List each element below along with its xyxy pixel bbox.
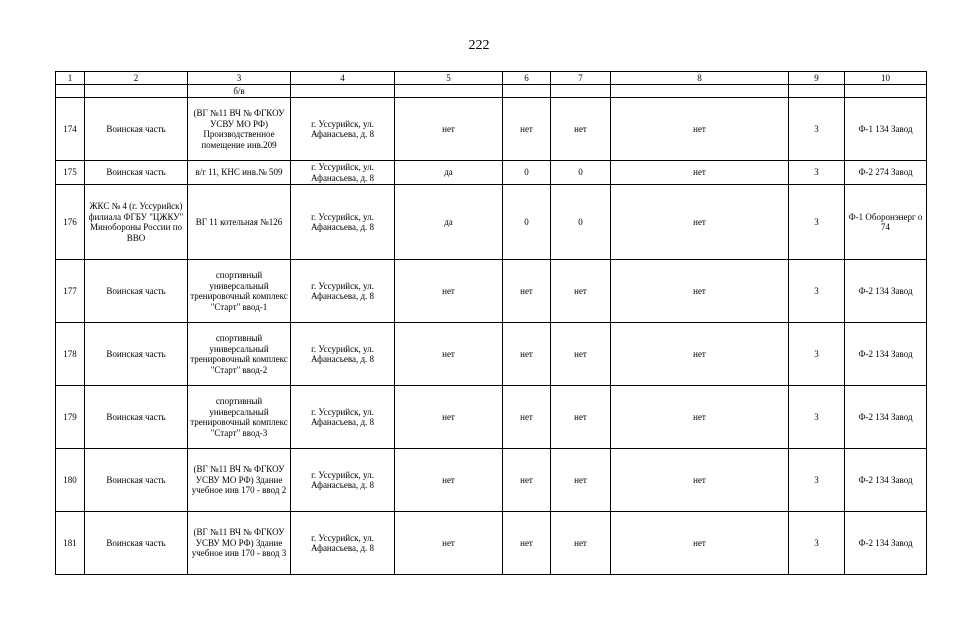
object-name: ВГ 11 котельная №126 <box>188 185 291 260</box>
feeder: Ф-2 134 Завод <box>845 323 927 386</box>
table-cell: 3 <box>789 386 845 449</box>
header-cell: 10 <box>845 72 927 85</box>
table-cell: 0 <box>551 185 611 260</box>
feeder: Ф-2 134 Завод <box>845 386 927 449</box>
address: г. Уссурийск, ул. Афанасьева, д. 8 <box>291 323 395 386</box>
table-cell <box>85 85 188 98</box>
address: г. Уссурийск, ул. Афанасьева, д. 8 <box>291 386 395 449</box>
table-cell: нет <box>551 98 611 161</box>
table-cell <box>845 85 927 98</box>
header-cell: 6 <box>503 72 551 85</box>
table-cell: нет <box>611 98 789 161</box>
consumer-name: ЖКС № 4 (г. Уссурийск) филиала ФГБУ "ЦЖКУ" Минобороны России по ВВО <box>85 185 188 260</box>
table-row <box>56 386 927 449</box>
header-cell: 2 <box>85 72 188 85</box>
page-number: 222 <box>468 38 490 53</box>
table-cell <box>611 85 789 98</box>
table-cell: нет <box>611 185 789 260</box>
data-table <box>55 71 927 575</box>
table-cell: нет <box>503 98 551 161</box>
table-cell: 3 <box>789 98 845 161</box>
table-cell: 0 <box>551 161 611 185</box>
table-cell: 0 <box>503 185 551 260</box>
table-row <box>56 161 927 185</box>
table-cell: нет <box>395 386 503 449</box>
table-cell <box>395 85 503 98</box>
table-cell: нет <box>611 323 789 386</box>
consumer-name: Воинская часть <box>85 449 188 512</box>
table-cell: нет <box>503 512 551 575</box>
address: г. Уссурийск, ул. Афанасьева, д. 8 <box>291 98 395 161</box>
address: г. Уссурийск, ул. Афанасьева, д. 8 <box>291 161 395 185</box>
header-cell: 9 <box>789 72 845 85</box>
table-cell: нет <box>395 260 503 323</box>
consumer-name: Воинская часть <box>85 386 188 449</box>
table-row <box>56 512 927 575</box>
table-row <box>56 98 927 161</box>
object-name: (ВГ №11 ВЧ № ФГКОУ УСВУ МО РФ) Производственное помещение инв.209 <box>188 98 291 161</box>
row-number: 176 <box>56 185 85 260</box>
table-cell: нет <box>503 323 551 386</box>
row-number: 177 <box>56 260 85 323</box>
feeder: Ф-2 134 Завод <box>845 449 927 512</box>
table-cell: нет <box>611 512 789 575</box>
object-name: спортивный универсальный тренировочный комплекс "Старт" ввод-3 <box>188 386 291 449</box>
table-cell: нет <box>551 449 611 512</box>
table-cell <box>503 85 551 98</box>
table-cell: нет <box>611 449 789 512</box>
object-name: (ВГ №11 ВЧ № ФГКОУ УСВУ МО РФ) Здание учебное инв 170 - ввод 3 <box>188 512 291 575</box>
table-row <box>56 323 927 386</box>
table-cell: нет <box>395 98 503 161</box>
header-cell: 4 <box>291 72 395 85</box>
row-number: 178 <box>56 323 85 386</box>
table-cell: нет <box>611 260 789 323</box>
table-row <box>56 449 927 512</box>
object-name: спортивный универсальный тренировочный комплекс "Старт" ввод-1 <box>188 260 291 323</box>
table-cell: нет <box>395 449 503 512</box>
table-cell: да <box>395 185 503 260</box>
table-cell: 3 <box>789 323 845 386</box>
table-cell <box>56 85 85 98</box>
feeder: Ф-2 274 Завод <box>845 161 927 185</box>
row-number: 181 <box>56 512 85 575</box>
object-name: (ВГ №11 ВЧ № ФГКОУ УСВУ МО РФ) Здание учебное инв 170 - ввод 2 <box>188 449 291 512</box>
feeder: Ф-1 Оборонэнерг о 74 <box>845 185 927 260</box>
table-cell <box>789 85 845 98</box>
consumer-name: Воинская часть <box>85 323 188 386</box>
object-name: спортивный универсальный тренировочный комплекс "Старт" ввод-2 <box>188 323 291 386</box>
consumer-name: Воинская часть <box>85 98 188 161</box>
table-cell <box>291 85 395 98</box>
header-row <box>56 72 927 85</box>
table-cell: 3 <box>789 260 845 323</box>
table-cell: 3 <box>789 512 845 575</box>
header-cell: 5 <box>395 72 503 85</box>
table-cell: нет <box>611 386 789 449</box>
table-cell: 3 <box>789 185 845 260</box>
table-cell: нет <box>551 512 611 575</box>
header-cell: 7 <box>551 72 611 85</box>
table-cell: нет <box>395 512 503 575</box>
feeder: Ф-1 134 Завод <box>845 98 927 161</box>
table-cell: 3 <box>789 449 845 512</box>
address: г. Уссурийск, ул. Афанасьева, д. 8 <box>291 512 395 575</box>
table-cell: 3 <box>789 161 845 185</box>
table-cell: нет <box>503 386 551 449</box>
feeder: Ф-2 134 Завод <box>845 512 927 575</box>
table-cell: 0 <box>503 161 551 185</box>
table-row <box>56 260 927 323</box>
row-number: 175 <box>56 161 85 185</box>
header-cell: 3 <box>188 72 291 85</box>
table-cell: нет <box>551 260 611 323</box>
table-cell <box>551 85 611 98</box>
table-cell: нет <box>551 386 611 449</box>
consumer-name: Воинская часть <box>85 512 188 575</box>
table-cell: нет <box>551 323 611 386</box>
header-cell: 8 <box>611 72 789 85</box>
address: г. Уссурийск, ул. Афанасьева, д. 8 <box>291 260 395 323</box>
table-cell: нет <box>503 449 551 512</box>
row-number: 179 <box>56 386 85 449</box>
table-cell: нет <box>395 323 503 386</box>
address: г. Уссурийск, ул. Афанасьева, д. 8 <box>291 185 395 260</box>
table-row <box>56 185 927 260</box>
table-cell: б/в <box>188 85 291 98</box>
address: г. Уссурийск, ул. Афанасьева, д. 8 <box>291 449 395 512</box>
row-number: 174 <box>56 98 85 161</box>
table-cell: да <box>395 161 503 185</box>
table-cell: нет <box>611 161 789 185</box>
continuation-row <box>56 85 927 98</box>
header-cell: 1 <box>56 72 85 85</box>
row-number: 180 <box>56 449 85 512</box>
feeder: Ф-2 134 Завод <box>845 260 927 323</box>
object-name: в/г 11, КНС инв.№ 509 <box>188 161 291 185</box>
consumer-name: Воинская часть <box>85 260 188 323</box>
consumer-name: Воинская часть <box>85 161 188 185</box>
table-cell: нет <box>503 260 551 323</box>
